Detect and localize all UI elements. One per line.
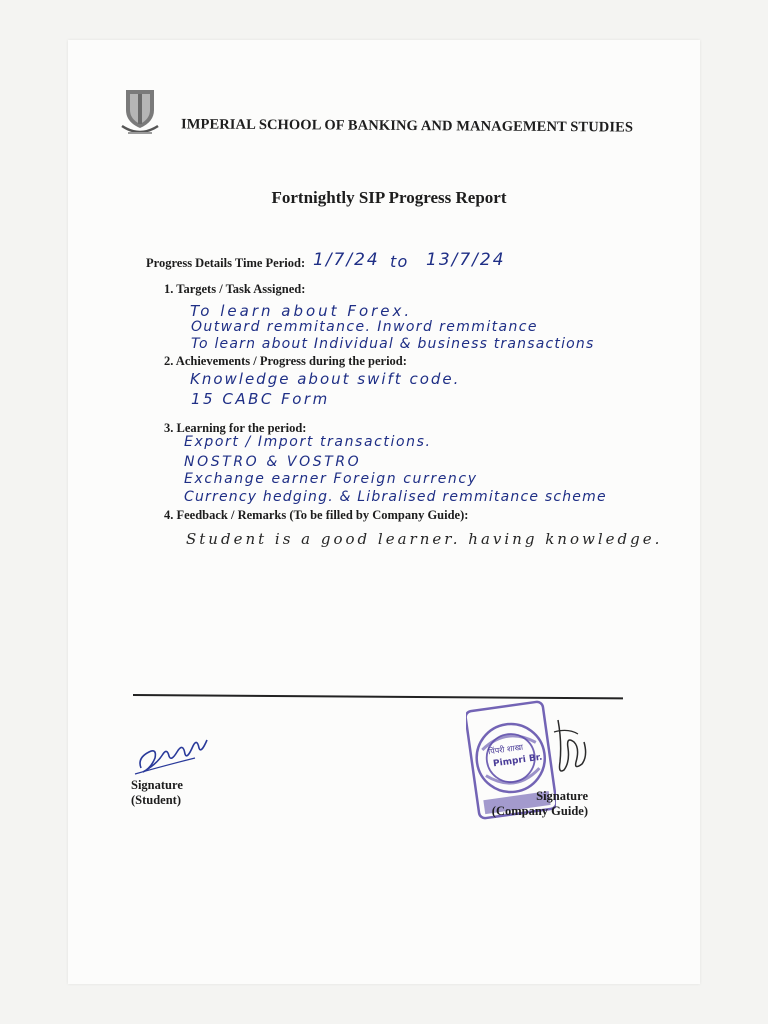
- achievements-label: 2. Achievements / Progress during the period:: [164, 354, 407, 368]
- student-signature: [133, 728, 213, 780]
- feedback-label: 4. Feedback / Remarks (To be filled by Company Guide):: [164, 508, 469, 522]
- period-label: Progress Details Time Period:: [146, 256, 306, 270]
- feedback-text: Student is a good learner. having knowledge.: [186, 530, 663, 548]
- period-to: 13/7/24: [426, 250, 506, 270]
- guide-signature-label: Signature (Company Guide): [491, 789, 588, 818]
- student-signature-label: Signature (Student): [131, 778, 183, 807]
- targets-label: 1. Targets / Task Assigned:: [164, 282, 306, 296]
- school-name: IMPERIAL SCHOOL OF BANKING AND MANAGEMENT STUDIES: [180, 116, 634, 136]
- learning-line-4: Currency hedging. & Libralised remmitance scheme: [184, 489, 607, 505]
- stamp-top-text: पिंपरी शाखा: [487, 742, 524, 757]
- learning-label: 3. Learning for the period:: [164, 421, 307, 435]
- learning-line-2: NOSTRO & VOSTRO: [184, 454, 362, 470]
- learning-line-3: Exchange earner Foreign currency: [184, 471, 478, 487]
- targets-line-2: Outward remmitance. Inword remmitance: [191, 319, 538, 335]
- targets-line-1: To learn about Forex.: [190, 302, 413, 320]
- learning-line-1: Export / Import transactions.: [184, 434, 432, 450]
- achievements-line-2: 15 CABC Form: [191, 390, 330, 408]
- targets-line-3: To learn about Individual & business transactions: [191, 336, 595, 352]
- achievements-line-1: Knowledge about swift code.: [190, 370, 461, 388]
- school-crest-logo: [118, 86, 162, 138]
- report-title: Fortnightly SIP Progress Report: [271, 188, 507, 207]
- period-from: 1/7/24: [313, 250, 380, 270]
- stamp-center-text: Pimpri Br.: [492, 752, 544, 770]
- period-to-word: to: [390, 252, 409, 271]
- guide-signature: [548, 712, 592, 782]
